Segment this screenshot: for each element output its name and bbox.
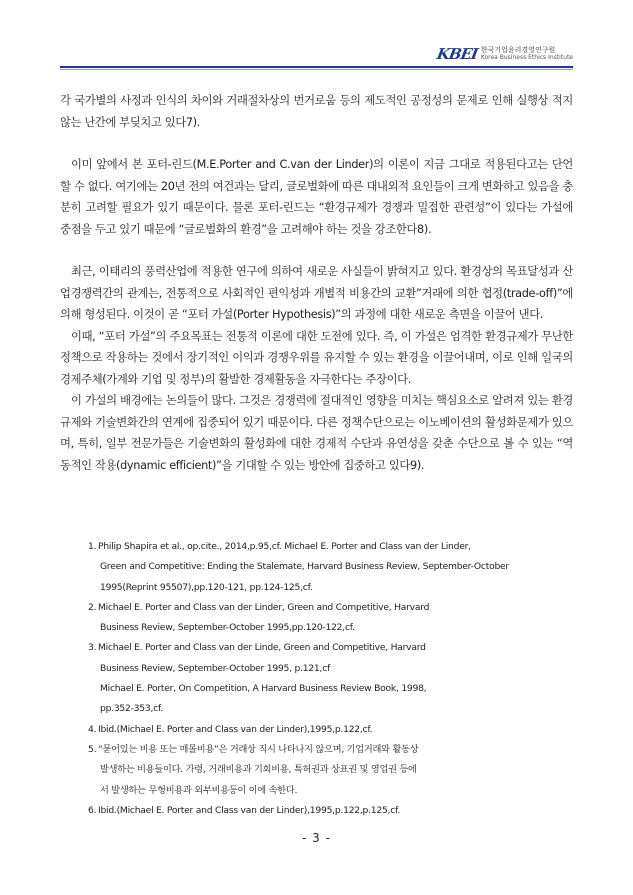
page-number: - 3 - bbox=[302, 831, 331, 845]
footnote-number: 5. bbox=[88, 743, 97, 755]
paragraph-4: 이때, “포터 가설”의 주요목표는 전통적 이론에 대한 도전에 있다. 즉, 이 가설은 엄격한 환경규제가 무난한 정책으로 작용하는 것에서 장기적인 이익과 경쟁우위를 유지할 수 있는 환경을 이끌어내며, 이로 인해 일국의 경제주체(가계와 기업 및 정부)의 활발한 경제활동을 자극한다는 주장이다. bbox=[60, 329, 573, 386]
institute-logo bbox=[437, 46, 573, 62]
body-text bbox=[60, 90, 573, 476]
footnote-5 bbox=[88, 740, 558, 801]
page-header bbox=[60, 46, 573, 66]
footnote-3 bbox=[88, 638, 558, 719]
footnote-line: 1995(Reprint 95507),pp.120-121, pp.124-125,cf. bbox=[100, 581, 313, 593]
paragraph-5: 이 가설의 배경에는 논의들이 많다. 그것은 경쟁력에 절대적인 영향을 미치는 핵심요소로 알려져 있는 환경규제와 기술변화간의 연계에 집중되어 있기 때문이다. 다른 정책수단으로는 이노베이션의 활성화문제가 있으며, 특히, 일부 전문가들은 기술변화의 활성화에 대한 경제적 수단과 유연성을 갖춘 수단으로 볼 수 있는 “역동적인 작용(dynamic efficient)”을 기대할 수 있는 방안에 집중하고 있다9). bbox=[60, 394, 573, 472]
footnote-line: Green and Competitive: Ending the Stalemate, Harvard Business Review, September-October bbox=[100, 561, 509, 573]
footnote-1 bbox=[88, 537, 558, 598]
footnote-line: pp.352-353,cf. bbox=[100, 703, 163, 715]
footnotes bbox=[88, 537, 558, 821]
logo-english-name: Korea Business Ethics Institute bbox=[480, 54, 573, 61]
paragraph-3: 최근, 이태리의 풍력산업에 적용한 연구에 의하여 새로운 사실들이 밝혀지고 있다. 환경상의 목표달성과 산업경쟁력간의 관계는, 전통적으로 사회적인 편익성과 개별적 비용간의 교환”거래에 의한 협정(trade-off)”에 의해 형성된다. 이것이 곧 “포터 가설(Porter Hypothesis)”의 과정에 대한 새로운 측면을 이끌어 낸다. bbox=[60, 265, 573, 321]
footnote-4 bbox=[88, 720, 558, 740]
footnote-6 bbox=[88, 801, 558, 821]
footnote-number: 3. bbox=[88, 642, 97, 654]
paragraph-2: 이미 앞에서 본 포터-린드(M.E.Porter and C.van der Linder)의 이론이 지금 그대로 적용된다고는 단언할 수 없다. 여기에는 20년 전의 여건과는 달리, 글로벌화에 따른 대내외적 요인들이 크게 변화하고 있음을 충분히 고려할 필요가 있기 때문이다. 물론 포터-린드는 “환경규제가 경쟁과 밀접한 관련성”이 있다는 가설에 중점을 두고 있기 때문에 “글로벌화의 환경”을 고려해야 하는 것을 강조한다8). bbox=[60, 158, 573, 236]
footnote-line: Michael E. Porter, On Competition, A Harvard Business Review Book, 1998, bbox=[100, 683, 427, 695]
footnote-line: Michael E. Porter and Class van der Linde, Green and Competitive, Harvard bbox=[98, 642, 426, 654]
footnote-line: Philip Shapira et al., op.cite., 2014,p.95,cf. Michael E. Porter and Class van der Linder, bbox=[98, 541, 471, 552]
footnote-number: 1. bbox=[88, 541, 97, 552]
paragraph-1: 각 국가별의 사정과 인식의 차이와 거래절차상의 번거로움 등의 제도적인 공정성의 문제로 인해 실행상 적지 않는 난간에 부딪치고 있다7). bbox=[60, 94, 573, 129]
footnote-number: 4. bbox=[88, 723, 97, 735]
header-rule bbox=[60, 66, 573, 68]
footnote-line: “묻어있는 비용 또는 매몰비용”은 거래상 직시 나타나지 않으며, 기업거래와 활동상 bbox=[98, 743, 419, 755]
footnote-number: 6. bbox=[88, 804, 97, 816]
footnote-2 bbox=[88, 598, 558, 639]
logo-korean-name: 한국기업윤리경영연구원 bbox=[480, 46, 556, 54]
footnote-number: 2. bbox=[88, 601, 97, 613]
logo-mark: KBEI bbox=[435, 45, 479, 63]
logo-text bbox=[481, 46, 573, 62]
footnote-line: Business Review, September-October 1995, p.121,cf bbox=[100, 662, 330, 674]
footnote-line: Ibid.(Michael E. Porter and Class van der Linder),1995,p.122,cf. bbox=[98, 723, 373, 735]
footnote-line: Michael E. Porter and Class van der Linder, Green and Competitive, Harvard bbox=[98, 601, 430, 613]
footnote-line: 서 발생하는 무형비용과 외부비용등이 이에 속한다. bbox=[100, 784, 298, 796]
header-rule-thin bbox=[60, 69, 573, 70]
footnote-line: Business Review, September-October 1995,pp.120-122,cf. bbox=[100, 622, 355, 634]
footnote-line: 발생하는 비용들이다. 가령, 거래비용과 기회비용, 특허권과 상표권 및 영업권 등에 bbox=[100, 764, 417, 776]
footnote-line: Ibid.(Michael E. Porter and Class van der Linder),1995,p.122,p.125,cf. bbox=[98, 804, 401, 816]
